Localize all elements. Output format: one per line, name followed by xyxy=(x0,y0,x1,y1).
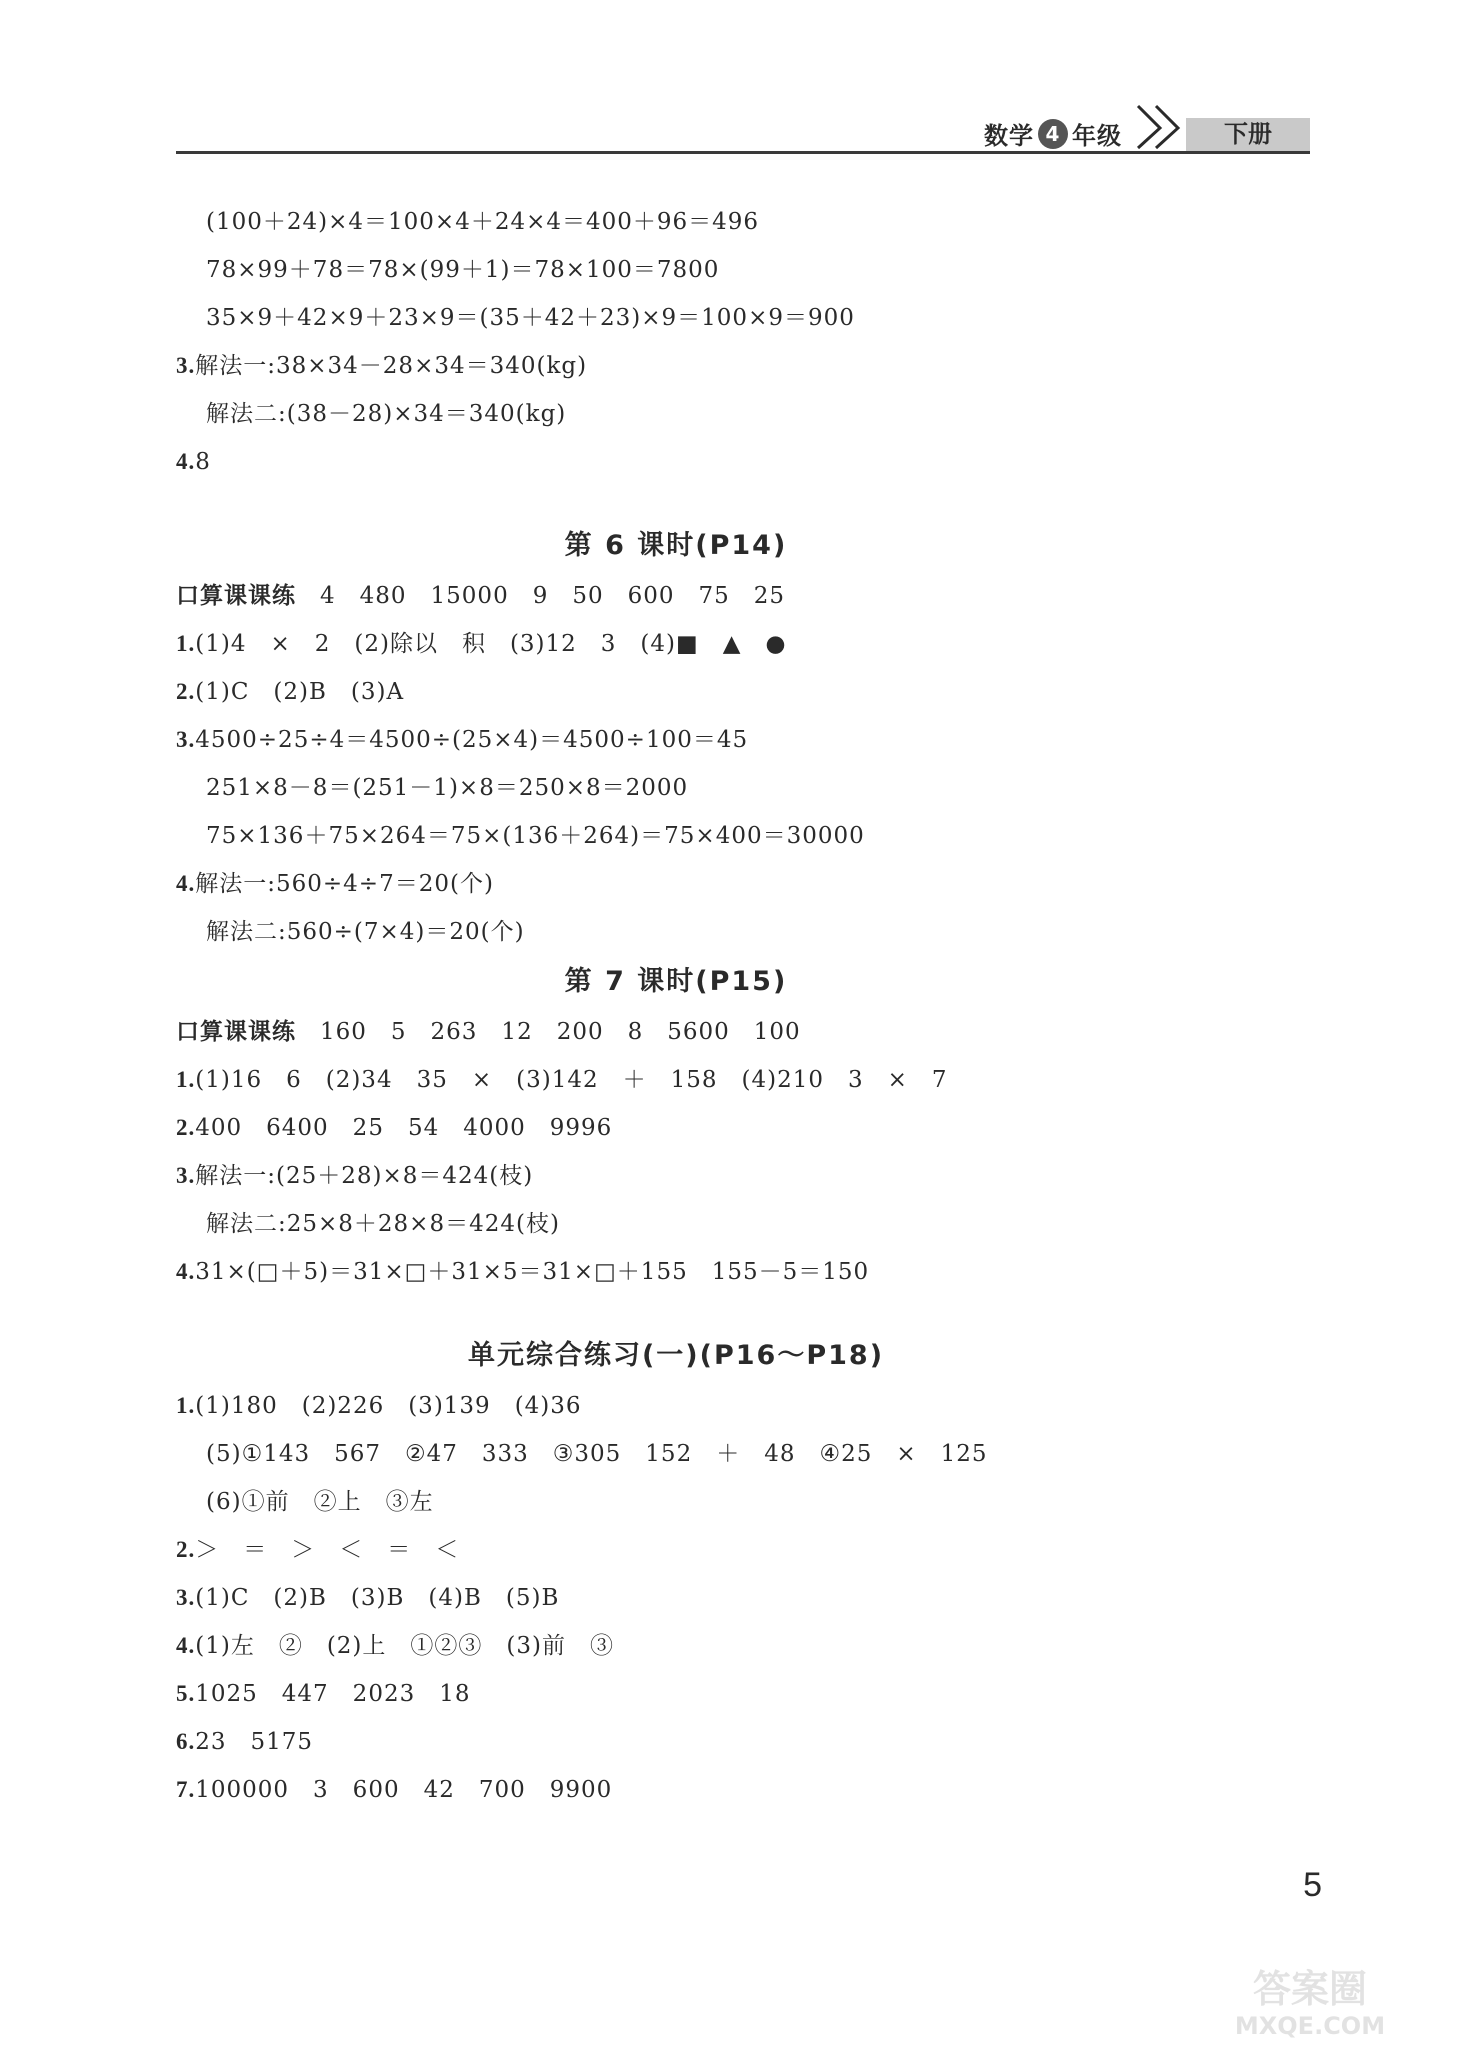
watermark-bottom-text: MXQE.COM xyxy=(1234,2012,1386,2040)
answer-line: 35×9＋42×9＋23×9＝(35＋42＋23)×9＝100×9＝900 xyxy=(206,305,855,331)
question-3 xyxy=(176,1574,1176,1622)
question-number: 4. xyxy=(176,449,196,474)
answer-text: (1)左 ② (2)上 ①②③ (3)前 ③ xyxy=(195,1633,614,1659)
page-header xyxy=(176,102,1310,154)
oral-practice-values: 4 480 15000 9 50 600 75 25 xyxy=(320,583,786,609)
answer-text: (1)16 6 (2)34 35 × (3)142 ＋ 158 (4)210 3 × 7 xyxy=(195,1067,948,1093)
question-5 xyxy=(176,1670,1176,1718)
question-number: 5. xyxy=(176,1681,196,1706)
question-2 xyxy=(176,668,1176,716)
question-2 xyxy=(176,1526,1176,1574)
oral-practice-label: 口算课课练 xyxy=(176,1019,296,1045)
section-title-unit-1: 单元综合练习(一)(P16～P18) xyxy=(467,1340,885,1371)
answer-line: 解法二:25×8＋28×8＝424(枝) xyxy=(206,1211,560,1237)
question-2 xyxy=(176,1104,1176,1152)
section-title-lesson-6: 第 6 课时(P14) xyxy=(564,530,788,561)
question-number: 1. xyxy=(176,1067,196,1092)
answer-line: (100＋24)×4＝100×4＋24×4＝400＋96＝496 xyxy=(206,209,760,235)
answer-line: (5)①143 567 ②47 333 ③305 152 ＋ 48 ④25 × 125 xyxy=(206,1441,988,1467)
answer-text: (1)4 × 2 (2)除以 积 (3)12 3 (4)■ ▲ ● xyxy=(195,631,787,657)
answer-text: 解法一:38×34－28×34＝340(kg) xyxy=(195,353,588,379)
question-number: 1. xyxy=(176,631,196,656)
watermark-logo xyxy=(1180,1960,1440,2040)
answer-line: 解法二:560÷(7×4)＝20(个) xyxy=(206,919,525,945)
subject-label: 数学 xyxy=(984,122,1034,150)
oral-practice-values: 160 5 263 12 200 8 5600 100 xyxy=(320,1019,801,1045)
question-number: 4. xyxy=(176,1633,196,1658)
question-4 xyxy=(176,1248,1176,1296)
question-1 xyxy=(176,1382,1176,1430)
question-number: 2. xyxy=(176,1537,196,1562)
page-number: 5 xyxy=(1303,1866,1322,1904)
question-4 xyxy=(176,438,1176,486)
answer-text: 8 xyxy=(195,449,211,475)
question-number: 3. xyxy=(176,727,196,752)
grade-badge: 4 xyxy=(1038,119,1068,149)
question-1 xyxy=(176,1056,1176,1104)
answer-text: ＞ ＝ ＞ ＜ ＝ ＜ xyxy=(195,1537,460,1563)
question-number: 3. xyxy=(176,353,196,378)
question-number: 1. xyxy=(176,1393,196,1418)
oral-practice xyxy=(176,572,1176,620)
question-number: 2. xyxy=(176,1115,196,1140)
section-title-lesson-7: 第 7 课时(P15) xyxy=(564,966,788,997)
answer-text: (1)C (2)B (3)B (4)B (5)B xyxy=(195,1585,560,1611)
question-number: 2. xyxy=(176,679,196,704)
question-number: 4. xyxy=(176,871,196,896)
answer-text: 400 6400 25 54 4000 9996 xyxy=(195,1115,613,1141)
question-3 xyxy=(176,1152,1176,1200)
question-number: 4. xyxy=(176,1259,196,1284)
question-4 xyxy=(176,860,1176,908)
answer-line: 75×136＋75×264＝75×(136＋264)＝75×400＝30000 xyxy=(206,823,865,849)
answer-text: (1)C (2)B (3)A xyxy=(195,679,405,705)
double-chevron-icon xyxy=(1130,102,1190,150)
watermark-top-text: 答案圈 xyxy=(1252,1967,1368,2011)
question-number: 3. xyxy=(176,1163,196,1188)
answer-text: 解法一:(25＋28)×8＝424(枝) xyxy=(195,1163,534,1189)
answer-text: 4500÷25÷4＝4500÷(25×4)＝4500÷100＝45 xyxy=(195,727,749,753)
question-1 xyxy=(176,620,1176,668)
header-rule xyxy=(176,151,1310,154)
question-7 xyxy=(176,1766,1176,1814)
answer-text: 31×(□＋5)＝31×□＋31×5＝31×□＋155 155－5＝150 xyxy=(195,1259,870,1285)
question-6 xyxy=(176,1718,1176,1766)
answer-content xyxy=(176,198,1176,1814)
grade-suffix: 年级 xyxy=(1072,122,1122,150)
oral-practice-label: 口算课课练 xyxy=(176,583,296,609)
question-number: 7. xyxy=(176,1777,196,1802)
answer-text: 解法一:560÷4÷7＝20(个) xyxy=(195,871,494,897)
answer-line: 251×8－8＝(251－1)×8＝250×8＝2000 xyxy=(206,775,689,801)
question-number: 3. xyxy=(176,1585,196,1610)
question-4 xyxy=(176,1622,1176,1670)
oral-practice xyxy=(176,1008,1176,1056)
answer-line: 78×99＋78＝78×(99＋1)＝78×100＝7800 xyxy=(206,257,720,283)
answer-text: 100000 3 600 42 700 9900 xyxy=(195,1777,613,1803)
answer-text: 1025 447 2023 18 xyxy=(195,1681,471,1707)
question-number: 6. xyxy=(176,1729,196,1754)
answer-line: (6)①前 ②上 ③左 xyxy=(206,1489,434,1515)
question-3 xyxy=(176,716,1176,764)
answer-text: (1)180 (2)226 (3)139 (4)36 xyxy=(195,1393,582,1419)
answer-text: 23 5175 xyxy=(195,1729,314,1755)
book-label xyxy=(984,116,1122,151)
answer-line: 解法二:(38－28)×34＝340(kg) xyxy=(206,401,567,427)
volume-tab: 下册 xyxy=(1186,118,1310,151)
question-3 xyxy=(176,342,1176,390)
